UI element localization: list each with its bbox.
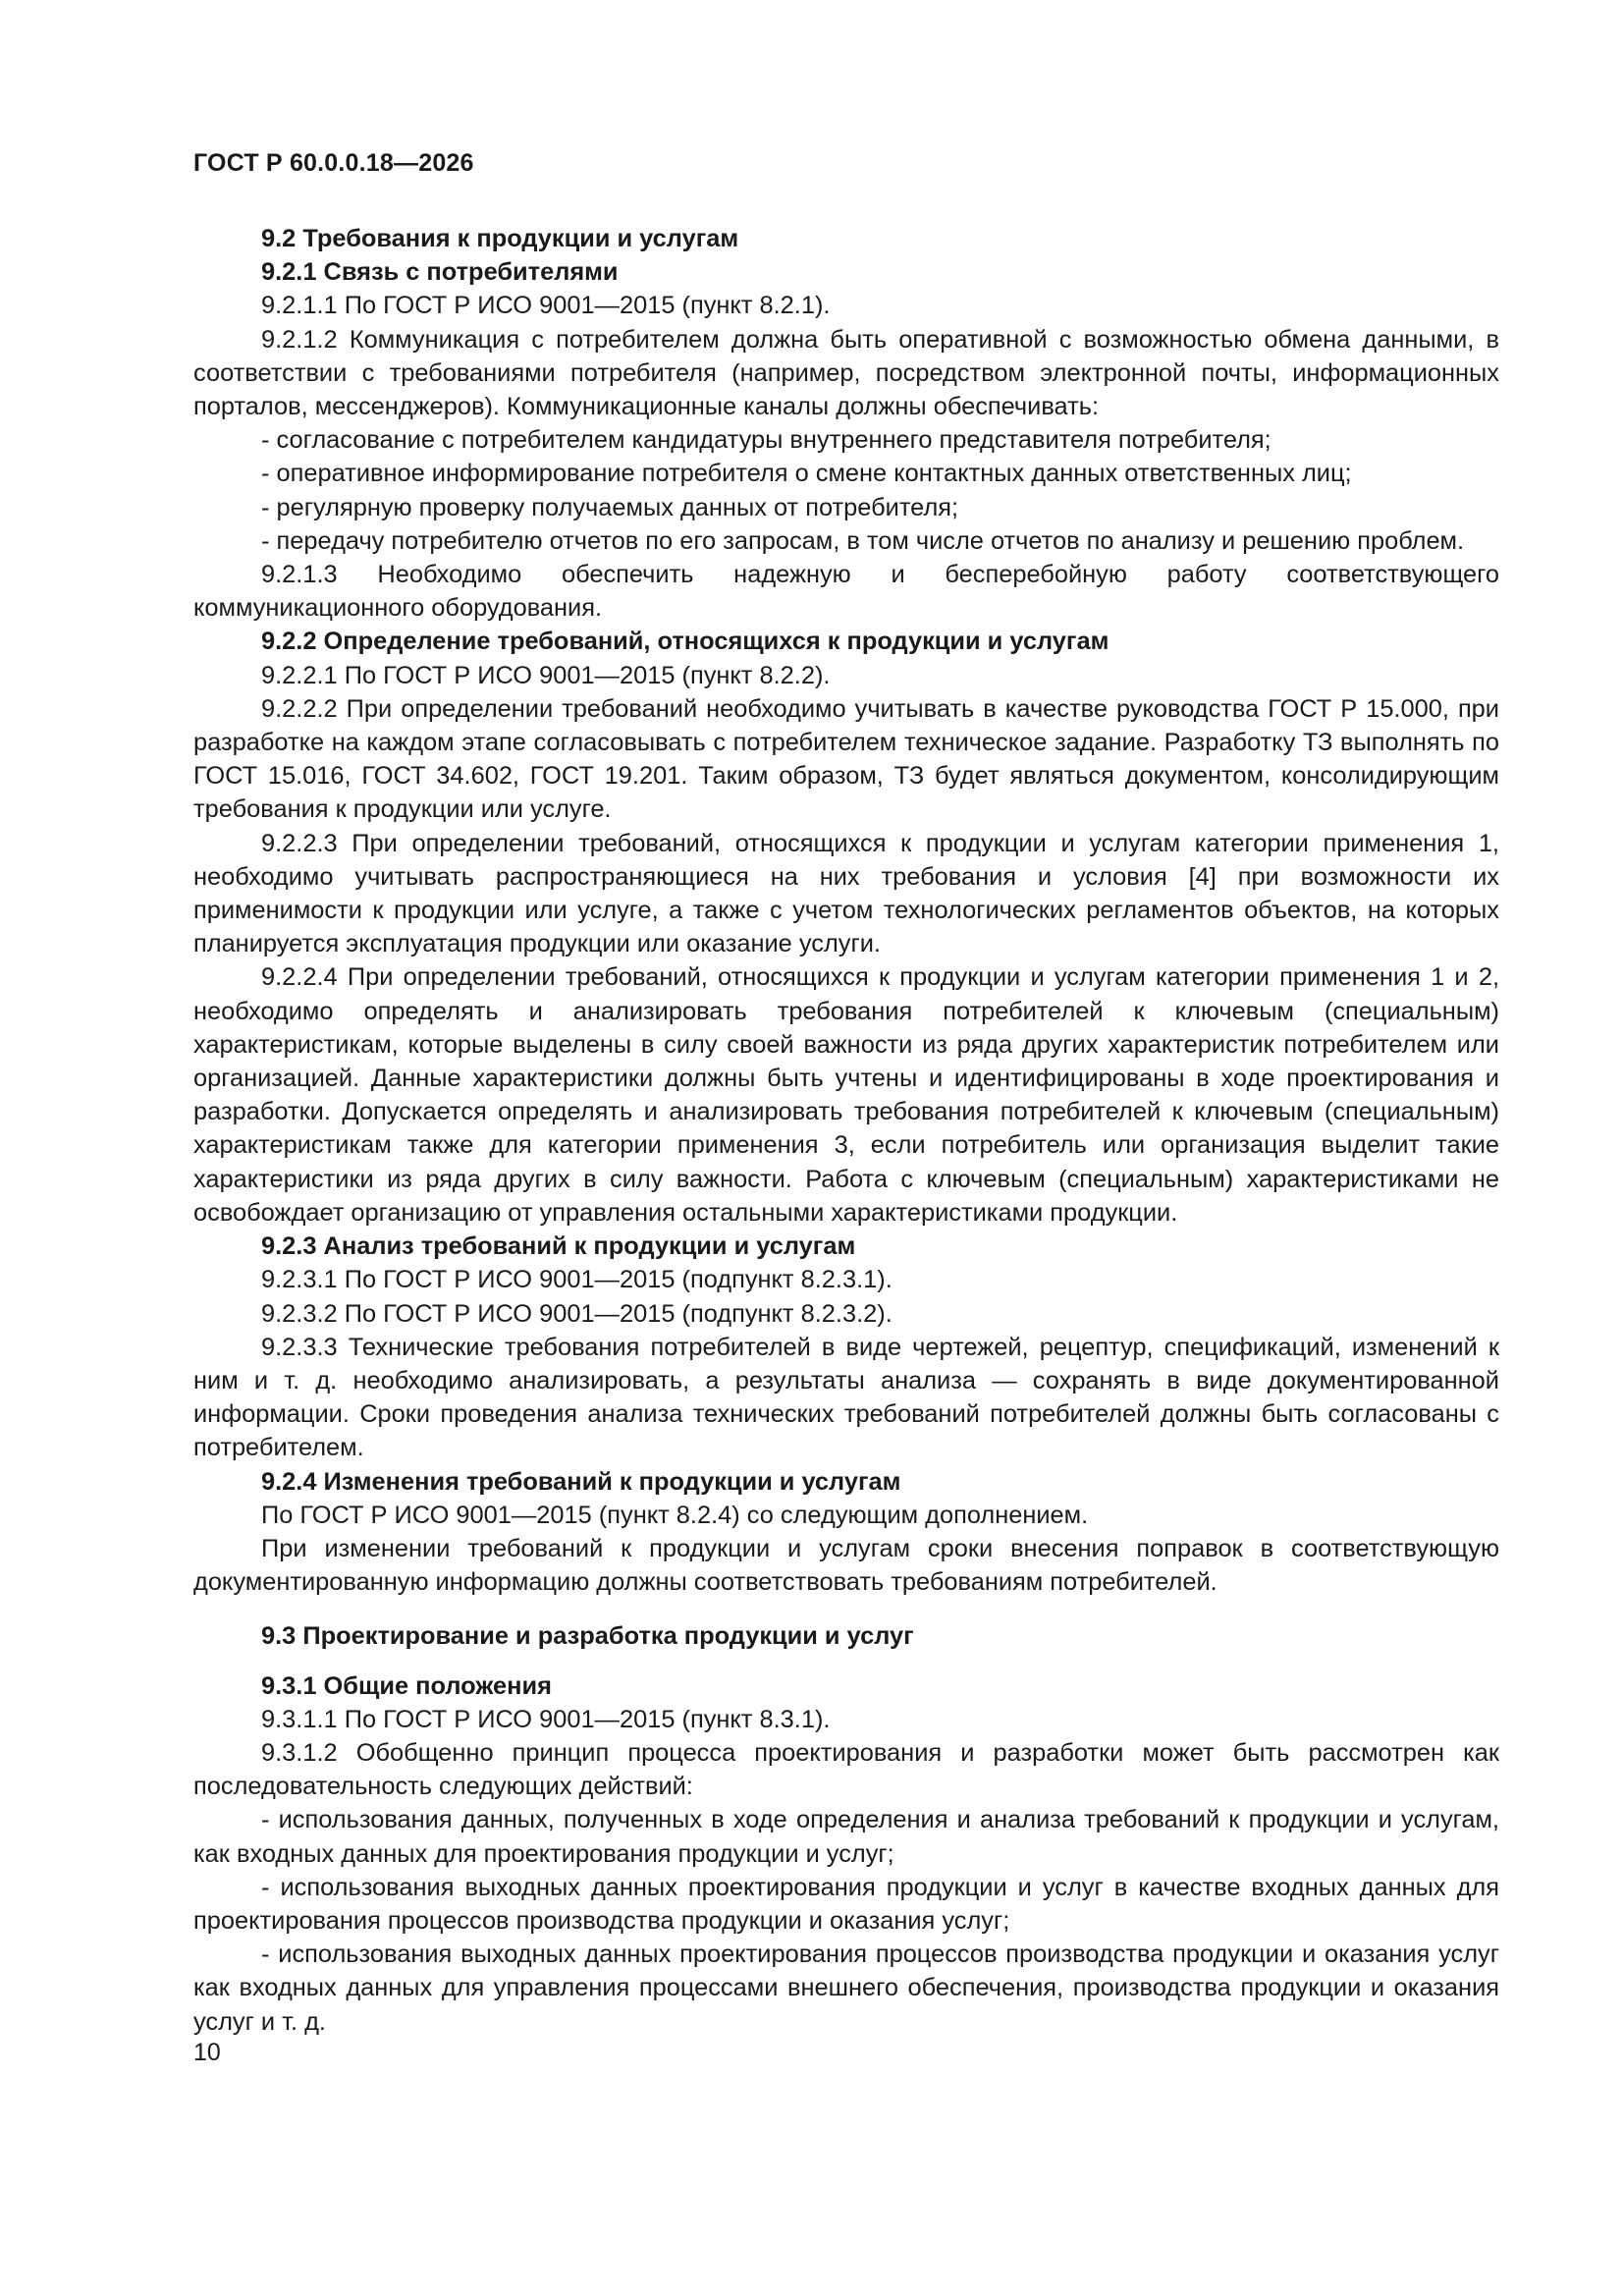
body-paragraph: 9.2.1.3 Необходимо обеспечить надежную и бесперебойную работу соответствующего коммуникационного оборудования. bbox=[193, 561, 1499, 623]
section-heading: 9.3.1 Общие положения bbox=[261, 1671, 552, 1700]
body-paragraph: - регулярную проверку получаемых данных от потребителя; bbox=[261, 493, 959, 521]
section-heading: 9.2.3 Анализ требований к продукции и услугам bbox=[261, 1232, 856, 1261]
body-paragraph: - согласование с потребителем кандидатуры внутреннего представителя потребителя; bbox=[261, 426, 1271, 455]
body-paragraph: 9.2.3.3 Технические требования потребителей в виде чертежей, рецептур, спецификаций, изменений к ним и т. д. необходимо анализировать, а результаты анализа — сохранять в виде документированной информации. Сроки проведения анализа технических требований потребителей должны быть согласованы с потребителем. bbox=[193, 1333, 1499, 1462]
section-heading: 9.2.4 Изменения требований к продукции и услугам bbox=[261, 1467, 901, 1496]
body-paragraph: 9.2.1.2 Коммуникация с потребителем должна быть оперативной с возможностью обмена данными, в соответствии с требованиями потребителя (например, посредством электронной почты, информационных порталов, мессенджеров). Коммуникационные каналы должны обеспечивать: bbox=[193, 325, 1499, 421]
body-paragraph: 9.2.2.2 При определении требований необходимо учитывать в качестве руководства ГОСТ Р 15.000, при разработке на каждом этапе согласовывать с потребителем техническое задание. Разработку ТЗ выполнять по ГОСТ 15.016, ГОСТ 34.602, ГОСТ 19.201. Таким образом, ТЗ будет являться документом, консолидирующим требования к продукции или услуге. bbox=[193, 694, 1499, 824]
body-paragraph: - использования данных, полученных в ходе определения и анализа требований к продукции и услугам, как входных данных для проектирования продукции и услуг; bbox=[193, 1806, 1499, 1868]
document-code-header: ГОСТ Р 60.0.0.18—2026 bbox=[193, 149, 474, 177]
section-heading: 9.3 Проектирование и разработка продукции и услуг bbox=[261, 1622, 914, 1651]
body-paragraph: - использования выходных данных проектирования продукции и услуг в качестве входных данных для проектирования процессов производства продукции и оказания услуг; bbox=[193, 1873, 1499, 1935]
page-number: 10 bbox=[193, 2039, 221, 2066]
section-heading: 9.2 Требования к продукции и услугам bbox=[261, 225, 739, 252]
body-paragraph: 9.3.1.1 По ГОСТ Р ИСО 9001—2015 (пункт 8.3.1). bbox=[261, 1705, 831, 1733]
body-paragraph: По ГОСТ Р ИСО 9001—2015 (пункт 8.2.4) со следующим дополнением. bbox=[261, 1501, 1089, 1529]
body-paragraph: 9.2.2.1 По ГОСТ Р ИСО 9001—2015 (пункт 8.2.2). bbox=[261, 661, 831, 689]
body-paragraph: - оперативное информирование потребителя о смене контактных данных ответственных лиц; bbox=[261, 460, 1352, 488]
body-paragraph: При изменении требований к продукции и услугам сроки внесения поправок в соответствующую документированную информацию должны соответствовать требованиям потребителей. bbox=[193, 1534, 1499, 1597]
section-heading: 9.2.1 Связь с потребителями bbox=[261, 258, 619, 287]
body-paragraph: - использования выходных данных проектирования процессов производства продукции и оказания услуг как входных данных для управления процессами внешнего обеспечения, производства продукции и оказания услуг и т. д. bbox=[193, 1941, 1499, 2036]
document-body bbox=[193, 222, 1499, 2039]
body-paragraph: 9.2.2.3 При определении требований, относящихся к продукции и услугам категории применения 1, необходимо учитывать распространяющиеся на них требования и условия [4] при возможности их применимости к продукции или услуге, а также с учетом технологических регламентов объектов, на которых планируется эксплуатация продукции или оказание услуги. bbox=[193, 829, 1499, 958]
body-paragraph: 9.2.3.2 По ГОСТ Р ИСО 9001—2015 (подпункт 8.2.3.2). bbox=[261, 1299, 893, 1328]
body-paragraph: 9.2.1.1 По ГОСТ Р ИСО 9001—2015 (пункт 8.2.1). bbox=[261, 292, 831, 320]
body-paragraph: 9.3.1.2 Обобщенно принцип процесса проектирования и разработки может быть рассмотрен как последовательность следующих действий: bbox=[193, 1738, 1499, 1801]
body-paragraph: 9.2.3.1 По ГОСТ Р ИСО 9001—2015 (подпункт 8.2.3.1). bbox=[261, 1266, 893, 1294]
section-heading: 9.2.2 Определение требований, относящихся к продукции и услугам bbox=[261, 628, 1109, 656]
body-paragraph: - передачу потребителю отчетов по его запросам, в том числе отчетов по анализу и решению проблем. bbox=[261, 526, 1465, 555]
body-paragraph: 9.2.2.4 При определении требований, относящихся к продукции и услугам категории применения 1 и 2, необходимо определять и анализировать требования потребителей к ключевым (специальным) характеристикам, которые выделены в силу своей важности из ряда других характеристик потребителем или организацией. Данные характеристики должны быть учтены и идентифицированы в ходе проектирования и разработки. Допускается определять и анализировать требования потребителей к ключевым (специальным) характеристикам также для категории применения 3, если потребитель или организация выделит такие характеристики из ряда других в силу важности. Работа с ключевым (специальным) характеристиками не освобождает организацию от управления остальными характеристиками продукции. bbox=[193, 963, 1499, 1227]
